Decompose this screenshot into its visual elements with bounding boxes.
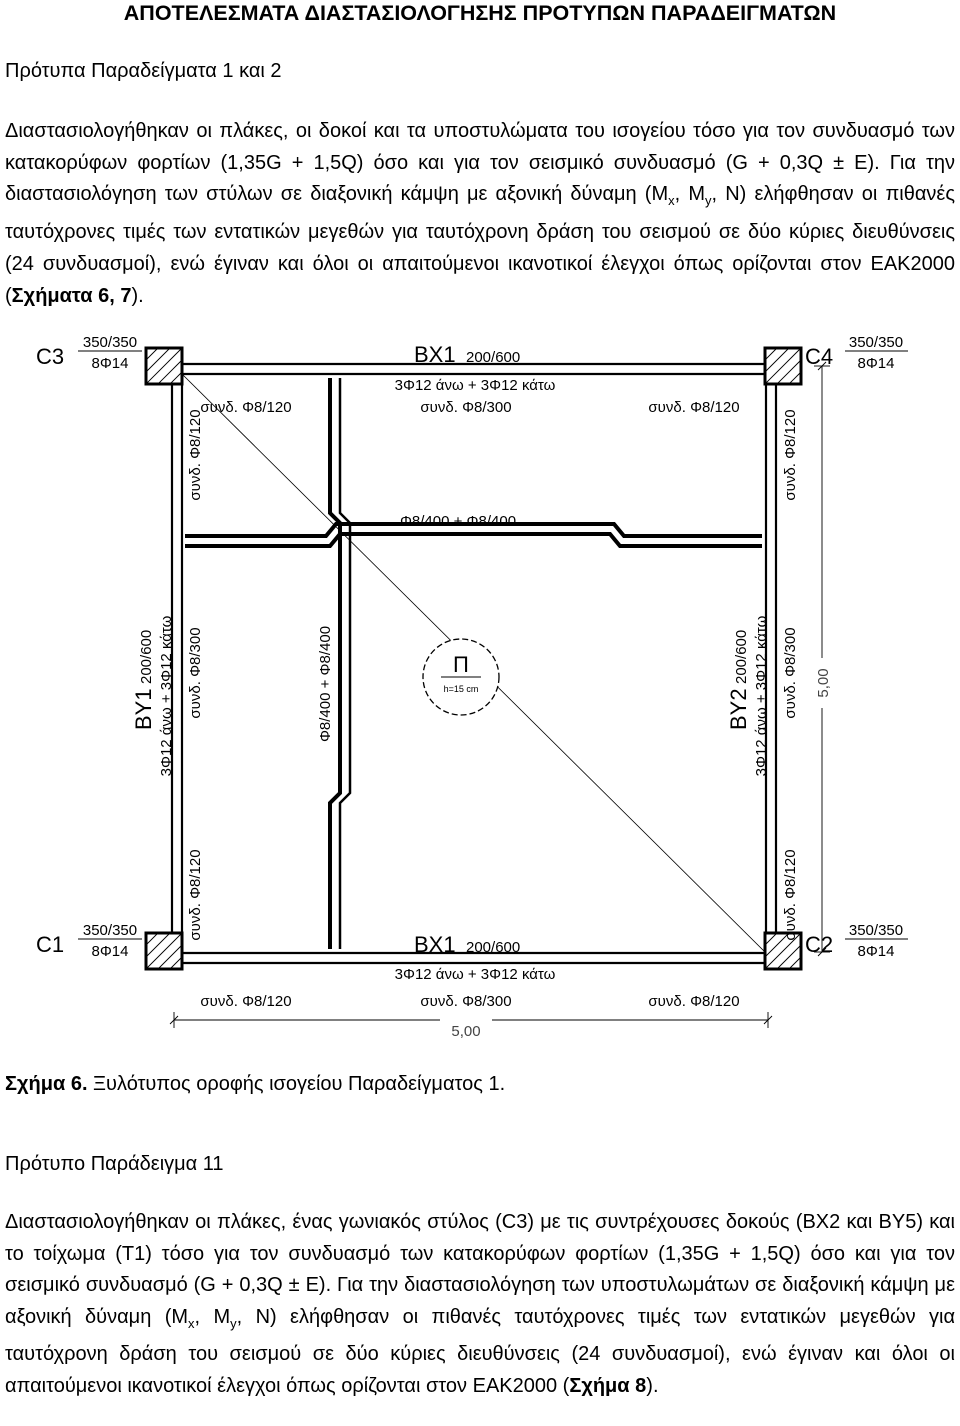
slab-rebar-label-horizontal: Φ8/400 + Φ8/400 — [399, 513, 517, 530]
stirrups-bx1-top-right: συνδ. Φ8/120 — [648, 399, 740, 416]
column-rebar-c3: 8Φ14 — [91, 355, 129, 372]
slab-label: Π — [453, 652, 469, 677]
subscript-x: x — [668, 193, 675, 209]
figure-caption — [5, 1071, 505, 1097]
section-heading-examples-1-2: Πρότυπα Παραδείγματα 1 και 2 — [5, 60, 282, 82]
beam-size-bx1-bottom: 200/600 — [466, 939, 521, 956]
stirrups-by2-mid: συνδ. Φ8/300 — [782, 627, 799, 719]
paragraph-text: , M — [674, 183, 706, 206]
paragraph-examples-1-2 — [5, 116, 955, 312]
beam-size-by1: 200/600 — [138, 629, 155, 684]
beam-size-by2: 200/600 — [733, 629, 750, 684]
paragraph-text: , N) ελήφθησαν οι πιθανές ταυτόχρονες τιμές των εντατικών μεγεθών για ταυτόχρονη δράση του σεισμού σε δύο κύριες διευθύνσεις (24 συνδυασμοί), ενώ έγιναν και όλοι οι απαιτούμενοι ικανοτικοί έλεγχοι όπως ορίζονται στον ΕΑΚ2000 ( — [5, 183, 955, 307]
stirrups-by1-bottom: συνδ. Φ8/120 — [187, 849, 204, 941]
subscript-y: y — [705, 193, 712, 209]
column-size-c2: 350/350 — [848, 922, 904, 939]
paragraph-text: ). — [131, 284, 144, 307]
slab-thickness-label: h=15 cm — [443, 684, 479, 694]
column-rebar-c2: 8Φ14 — [857, 943, 895, 960]
column-rebar-c1: 8Φ14 — [91, 943, 129, 960]
column-rebar-c4: 8Φ14 — [857, 355, 895, 372]
stirrups-bx1-top-mid: συνδ. Φ8/300 — [420, 399, 512, 416]
stirrups-bx1-bottom-right: συνδ. Φ8/120 — [648, 993, 740, 1010]
figure-reference: Σχήματα 6, 7 — [11, 284, 132, 307]
figure-caption-text: Ξυλότυπος οροφής ισογείου Παραδείγματος 1. — [87, 1073, 506, 1095]
slab-rebar-label-vertical: Φ8/400 + Φ8/400 — [317, 625, 334, 743]
column-size-c1: 350/350 — [82, 922, 138, 939]
column-label-c1: C1 — [36, 932, 65, 957]
subscript-y: y — [230, 1315, 237, 1331]
beam-label-bx1-top: BX1 — [414, 342, 456, 367]
formwork-plan-drawing — [0, 330, 960, 1050]
stirrups-by2-bottom: συνδ. Φ8/120 — [782, 849, 799, 941]
long-bars-by1: 3Φ12 άνω + 3Φ12 κάτω — [158, 615, 175, 777]
long-bars-bx1-bottom: 3Φ12 άνω + 3Φ12 κάτω — [394, 966, 556, 983]
stirrups-bx1-bottom-mid: συνδ. Φ8/300 — [420, 993, 512, 1010]
paragraph-text: , N) ελήφθησαν οι πιθανές ταυτόχρονες τιμές των εντατικών μεγεθών για ταυτόχρονη δράση του σεισμού σε δύο κύριες διευθύνσεις (24 συνδυασμοί), ενώ έγιναν και όλοι οι απαιτούμενοι ικανοτικοί έλεγχοι όπως ορίζονται στον ΕΑΚ2000 ( — [5, 1305, 956, 1397]
paragraph-text: Διαστασιολογήθηκαν οι πλάκες, ένας γωνιακός στύλος (C3) με τις συντρέχουσες δοκούς (BX2 και BY5) και το τοίχωμα (T1) τόσο για τον συνδυασμό των κατακορύφων φορτίων (1,35G + 1,5Q) όσο και για τον σεισμικό συνδυασμό (G + 0,3Q ± E). Για την διαστασιολόγηση των υποστυλωμάτων σε διαξονική κάμψη με αξονική δύναμη (M — [5, 1211, 955, 1328]
paragraph-example-11 — [5, 1207, 955, 1402]
column-label-c3: C3 — [36, 344, 65, 369]
long-bars-bx1-top: 3Φ12 άνω + 3Φ12 κάτω — [394, 377, 556, 394]
beam-label-bx1-bottom: BX1 — [414, 932, 456, 957]
stirrups-by1-top: συνδ. Φ8/120 — [187, 409, 204, 501]
section-heading-example-11: Πρότυπο Παράδειγμα 11 — [5, 1153, 224, 1175]
stirrups-bx1-bottom-left: συνδ. Φ8/120 — [200, 993, 292, 1010]
dimension-vertical: 5,00 — [815, 668, 832, 698]
page-title: ΑΠΟΤΕΛΕΣΜΑΤΑ ΔΙΑΣΤΑΣΙΟΛΟΓΗΣΗΣ ΠΡΟΤΥΠΩΝ ΠΑΡΑΔΕΙΓΜΑΤΩΝ — [123, 1, 837, 25]
slab-label-marker — [423, 639, 499, 715]
beam-label-by1: BY1 — [131, 688, 156, 730]
column-label-c4: C4 — [805, 344, 834, 369]
beam-label-by2: BY2 — [726, 688, 751, 730]
figure-reference: Σχήμα 8 — [569, 1374, 647, 1397]
subscript-x: x — [188, 1315, 195, 1331]
column-size-c3: 350/350 — [82, 334, 138, 351]
long-bars-by2: 3Φ12 άνω + 3Φ12 κάτω — [753, 615, 770, 777]
stirrups-by2-top: συνδ. Φ8/120 — [782, 409, 799, 501]
paragraph-text: ). — [646, 1374, 659, 1397]
paragraph-text: , M — [194, 1305, 231, 1328]
dimension-horizontal: 5,00 — [451, 1023, 481, 1040]
beam-size-bx1-top: 200/600 — [466, 349, 521, 366]
column-size-c4: 350/350 — [848, 334, 904, 351]
stirrups-bx1-top-left: συνδ. Φ8/120 — [200, 399, 292, 416]
column-label-c2: C2 — [805, 932, 834, 957]
stirrups-by1-mid: συνδ. Φ8/300 — [187, 627, 204, 719]
figure-caption-label: Σχήμα 6. — [5, 1073, 88, 1095]
paragraph-text: Διαστασιολογήθηκαν οι πλάκες, οι δοκοί και τα υποστυλώματα του ισογείου τόσο για τον συνδυασμό των κατακορύφων φορτίων (1,35G + 1,5Q) όσο και για τον σεισμικό συνδυασμό (G + 0,3Q ± E). Για την διαστασιολόγηση των στύλων σε διαξονική κάμψη με αξονική δύναμη (M — [5, 120, 955, 206]
